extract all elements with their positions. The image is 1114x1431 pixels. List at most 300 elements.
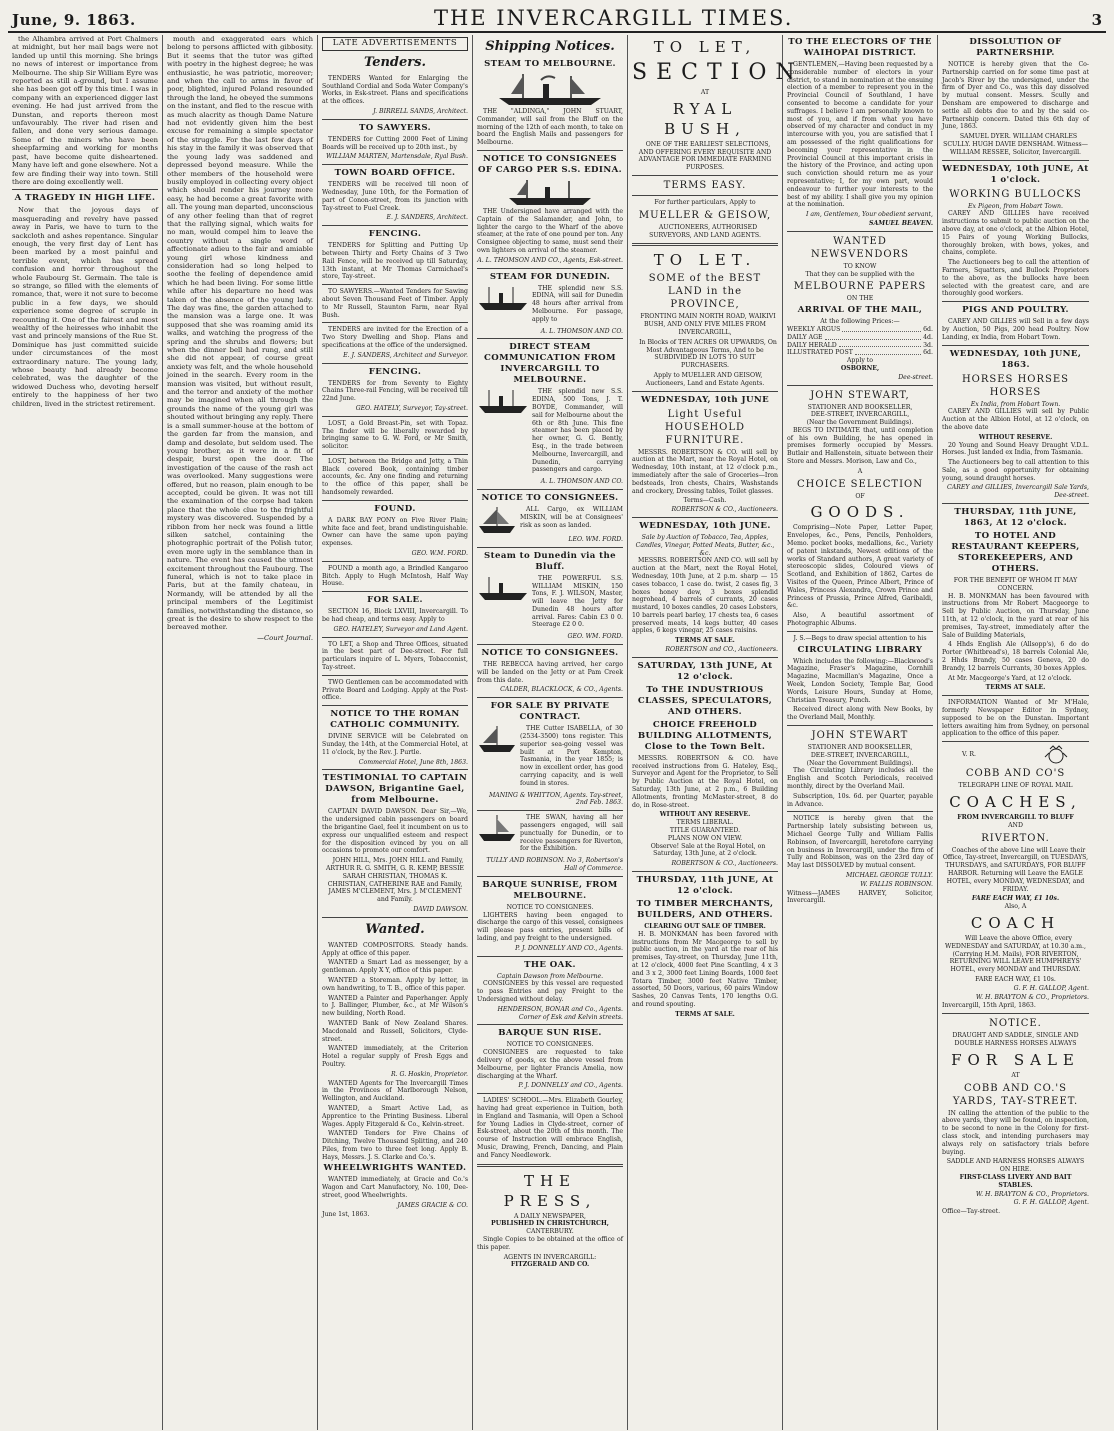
page-number: 3: [1091, 11, 1102, 29]
divider: [322, 416, 468, 417]
begs-to-intimate: BEGS TO INTIMATE that, until completion of his own Building, he has opened in premises formerly occupied by Messrs. Butlair and Hallenstein, situate between their Store and Messrs. Morison, Law and Co.,: [787, 426, 933, 466]
cobb-title: COBB AND CO'S: [965, 768, 1066, 780]
isabella-notice: THE Cutter ISABELLA, of 30 (2534-3500) tons register. This superior sea-going vessel was built at Port Kempton, Tasmania, in the year 1855; is now in excellent order, has good carrying capacity, and is well found in stores.: [520, 725, 623, 787]
swan-signature: TULLY AND ROBINSON. No 3, Robertson's Hall of Commerce.: [486, 857, 623, 873]
stewart-address: DEE-STREET, INVERCARGILL,: [810, 411, 910, 419]
terms-at-sale: TERMS AT SALE.: [675, 637, 735, 645]
terms-easy: TERMS EASY.: [663, 179, 747, 191]
bluff-signature: GEO. WM. FORD.: [567, 633, 623, 641]
tragedy-article: Now that the joyous days of masquerading and revelry have passed away in Paris, we have to turn to the sackcloth and ashes repentance. Singular enough, the very first day of Lent has been marked by a most painful and terrible event, which has spread confusion and horror throughout the whole Faubourg St. Germain. The tale is so strange, so filled with the elements of romance, that, were it not sure to become public in a few days, we should experience some degree of scruple in recounting it. One of the fairest and most wealthy of the heiresses who inhabit the vast and princely mansions of the Rue St. Dominique has just committed suicide under circumstances of the most extraordinary nature. The young lady, whose beauty had already become celebrated, was the daughter of the widowed Duchess who, devoting herself entirely to the happiness of her two children, lived in the strictest retirement.: [12, 206, 158, 408]
royal-arms: [942, 745, 1089, 765]
divider: [632, 657, 778, 658]
testimonial-signatories: JOHN HILL, Mrs. JOHN HILL and Family, ARTHUR R. G. SMITH, G. R. KEMP, BESSIE SARAH CHRISTIAN, THOMAS K. CHRISTIAN, CATHERINE RAE and Family, JAMES M'CLEMENT, Mrs. J. M'CLEMENT and Family.: [325, 857, 465, 904]
divider: [322, 500, 468, 501]
edina-notice: THE Undersigned have arranged with the Captain of the Salamander, and John, to lighter the cargo to the Wharf of the above steamer, at the rate of one pound per ton. Any Consignee objecting to same, must send their own lighters on arrival of the steamer.: [477, 207, 623, 254]
fencing-heading: FENCING.: [368, 229, 422, 240]
osborne-name: OSBORNE,: [840, 364, 880, 372]
divider: [322, 637, 468, 638]
divider: [322, 561, 468, 562]
divider: [322, 454, 468, 455]
divider: [477, 547, 623, 548]
osborne-apply: Apply to: [846, 357, 874, 365]
ship-block: [477, 814, 623, 855]
wednesday-date-2: WEDNESDAY, 10th JUNE, 1863.: [949, 348, 1082, 370]
brayton-signature-2: W. H. BRAYTON & CO., Proprietors.: [975, 1190, 1089, 1198]
wednesday-date: WEDNESDAY, 10th JUNE: [640, 394, 770, 405]
town-board-heading: TOWN BOARD OFFICE.: [334, 168, 456, 179]
sunrise2-signature: P. J. DONNELLY and CO., Agents.: [518, 1082, 623, 1090]
dissolution-heading: DISSOLUTION OF PARTNERSHIP.: [969, 37, 1062, 58]
goods-title: GOODS.: [810, 503, 910, 522]
divider: [322, 591, 468, 592]
dissolution-signatures: SAMUEL DYER. WILLIAM CHARLES SCULLY. HUGH DAVIE DENSHAM. Witness—WILLIAM RESSEE, Solicitor, Invercargill.: [943, 133, 1088, 156]
robertson-signature-2: ROBERTSON and CO., Auctioneers.: [665, 646, 778, 654]
wanted-shares: WANTED Bank of New Zealand Shares. Macdonald and Russell, Solicitors, Clyde-street.: [322, 1019, 468, 1043]
bluff-heading: Steam to Dunedin via the Bluff.: [483, 550, 617, 572]
press-subtitle: A DAILY NEWSPAPER,: [514, 1212, 586, 1220]
divider: [322, 284, 468, 285]
horses-note: The Auctioneers beg to call attention to this Sale, as a good opportunity for obtaining young, sound draught horses.: [942, 459, 1089, 482]
testimonial-text: CAPTAIN DAVID DAWSON. Dear Sir,—We, the undersigned cabin passengers on board the brigantine Gael, feel it incumbent on us to express our unqualified esteem and respect for the disposition evinced by you on all occasions to promote our comfort.: [322, 808, 468, 855]
news-article: the Alhambra arrived at Port Chalmers at midnight, but her mail bags were not landed up until this morning. She brings no news of interest or importance from Melbourne. The ship Sir William Eyre was reported as still a-ground, but I assume she has been got off by this time. I was in company with an experienced digger last evening. He had just arrived from the Dunstan, and reports thereon most unfavourably. The river had risen and fallen, and done very serious damage. Some of the miners who have been sheepfarming and working for months past, have become quite disheartened. Many have left and gone elsewhere. Not a few are finding their way into town. Still there are doing excellently well.: [12, 35, 158, 186]
sunrise-subheading: NOTICE TO CONSIGNEES.: [506, 903, 594, 911]
tender-southland: TENDERS Wanted for Enlarging the Southland Cordial and Soda Water Company's Works, in Esk-street. Plans and specifications at the offices.: [322, 74, 468, 106]
pigs-sale: CAREY AND GILLIES will Sell in a few days by Auction, 50 Pigs, 200 head Poultry. Now Landing, ex India, from Hobart Town.: [942, 318, 1089, 341]
brayton-date: Invercargill, 15th April, 1863.: [942, 1002, 1036, 1010]
divider: [322, 675, 468, 676]
sunrise2-subheading: NOTICE TO CONSIGNEES.: [506, 1041, 594, 1049]
dissolution-notice: NOTICE is hereby given that the Co-Partnership carried on for some time past at Jacob's River by the undersigned, under the firm of Dyer and Co., was this day dissolved by mutual consent. Messrs. Scully and Densham are empowered to discharge and settle all debts due to and by the said co-Partnership concern. Dated this 6th day of June, 1863.: [942, 61, 1089, 131]
sawyers-ad: TENDERS for Cutting 2000 Feet of Lining Boards will be received up to 20th inst., by: [322, 135, 468, 151]
for-sale-title: FOR SALE: [951, 1050, 1080, 1069]
divider: [942, 695, 1089, 696]
coach-route: FROM INVERCARGILL TO BLUFF: [957, 814, 1074, 822]
sailing-ship-icon: [477, 814, 517, 842]
newspaper-title: THE INVERCARGILL TIMES.: [433, 6, 794, 30]
paper-name: DAILY HERALD: [787, 341, 837, 349]
beaven-signature: SAMUEL BEAVEN.: [869, 219, 933, 227]
divider: [787, 385, 933, 386]
edina-heading: NOTICE TO CONSIGNEES OF CARGO PER S.S. EDINA.: [477, 153, 623, 175]
goods-list: Comprising—Note Paper, Letter Paper, Envelopes, &c., Pens, Pencils, Penholders, Memo. pocket books, medallions, &c., Variety of patent inkstands, Newest editions of the works of Standard authors, A great variety of stereoscopic slides, Coloured views of Scotland, and Exhibition of 1862, Cartes de Visites of the Queen, Prince Albert, Prince of Wales, Princess Alexandra, Crown Prince and Princess of Prussia, Prince Alfred, Garibaldi, &c.: [787, 524, 933, 610]
divider: [632, 517, 778, 518]
fare-each-way-2: FARE EACH WAY, £1 10s.: [975, 975, 1056, 983]
mueller-geisow: MUELLER & GEISOW,: [638, 209, 772, 221]
section-title: SECTION: [632, 60, 804, 85]
press-title: THE PRESS,: [503, 1171, 597, 1210]
column-7: [938, 35, 1093, 1430]
divider: [477, 810, 623, 811]
column-4: [473, 35, 628, 1430]
aldinga-notice: THE "ALDINGA," JOHN STUART, Commander, will sail from the Bluff on the morning of the 12th of each month, to take on board the English Mails and passengers for Melbourne.: [477, 108, 623, 147]
ship-block: [477, 506, 623, 534]
divider: [322, 164, 468, 165]
divider: [632, 243, 778, 246]
office-address: Office—Tay-street.: [942, 1208, 1001, 1216]
board-lodging-ad: TWO Gentlemen can be accommodated with Private Board and Lodging. Apply at the Post-office.: [322, 678, 468, 702]
dunedin-notice: THE splendid new S.S. EDINA, will sail for Dunedin 48 hours after arrival from Melbourne. For passage, apply to: [532, 284, 623, 323]
coach-schedule: Will Leave the above Office, every WEDNESDAY and SATURDAY, at 10.30 a.m., (Carrying H.M. Mails), FOR RIVERTON, RETURNING WILL LEAVE HUMPHREYS' HOTEL, every MONDAY and THURSDAY.: [945, 934, 1086, 974]
paper-name: WEEKLY ARGUS: [787, 325, 841, 333]
brayton-signature: W. H. BRAYTON & CO., Proprietors.: [975, 993, 1089, 1001]
column-5: [628, 35, 804, 1430]
ship-block: [477, 725, 623, 789]
divider: [632, 175, 778, 176]
sunrise2-heading: BARQUE SUN RISE.: [498, 1028, 602, 1039]
press-copies: Single Copies to be obtained at the office of this paper.: [477, 1235, 623, 1251]
divider: [942, 160, 1089, 161]
horses-sub: Ex India, from Hobart Town.: [970, 400, 1061, 408]
found-signature: GEO. W.M. FORD.: [411, 550, 468, 558]
direct-steam-signature: A. L. THOMSON AND CO.: [540, 478, 623, 486]
steamship-icon: [505, 178, 595, 206]
plans-on-view: PLANS NOW ON VIEW.: [667, 834, 743, 842]
clearing-sale: CLEARING OUT SALE OF TIMBER.: [644, 923, 766, 931]
steamship-icon: [477, 575, 529, 601]
story-continued: mouth and exaggerated ears which belong to persons afflicted with gibbosity. But it seems that the tutor was gifted with poetry in the highest degree; he was enthusiastic, he was patriotic, moreover; and when the call to arms in favor of poor, blighted, injured Poland resounded through the land, he obeyed the summons on the instant, and fled to the rescue with as much alacrity as though Dame Nature had not evidently given him the best excuse for remaining a simple spectator of the struggle. For the last few days of his stay in the family it was observed that the young lady was saddened and depressed beyond measure. While the other members of the household were busily employed in collecting every object which should render his journey more easy, he had become a great favorite with all. The young man departed, unconscious of any other feeling than that of regret that the rallying signal, which waits for no man, would compel him to leave the country without a single word of affectionate adieu to the fair and amiable young girl whose kindness and consideration had so long helped to soothe the feeling of dependence amid which he had been living. For some little while after his departure no heed was taken of the absence of the young lady. The day was fine, the garden attached to the mansion was a large one. It was supposed that she was roaming amid its walks, and watching the progress of the spring and the shrubs and flowers; but when the dinner bell had rung, and still she did not appear, of course great anxiety was felt, and the whole household joined in the search. Every room in the mansion was visited, but without result, and the terror and anxiety of the mother may be imagined when all through the grounds the name of the young girl was shouted without bringing any reply. There is a small summer-house at the bottom of the garden far from the mansion, and damp and desolate, but seldom used. The young brother, as it were in a fit of despair, burst open the door. The investigation of the cause of the rash act was overlooked. Many suggestions were offered, but no reason, plain enough to be accepted, could be given. It was not till the examination of the corpse had taken place that the whole clue to the frightful mystery was discovered. Suspended by a ribbon from her neck was found a little silken satchel, containing the photographic portrait of the Polish tutor, even more ugly in the semblance than in nature. The event has caused the utmost excitement throughout the Faubourg. The funeral, which is not to take place in Paris, but at the family chateau, in Normandy, will be attended by all the principal members of the Legitimist families, notwithstanding the distance, so great is the desire to show respect to the bereaved mother.: [167, 35, 313, 632]
stationer-label-2: STATIONER AND BOOKSELLER,: [807, 744, 913, 751]
tragedy-heading: A TRAGEDY IN HIGH LIFE.: [14, 193, 156, 204]
town-board-signature: E. J. SANDERS, Architect.: [386, 214, 468, 222]
bullocks-sale: CAREY AND GILLIES have received instructions to submit to public auction on the above day, at one o'clock, at the Albion Hotel, 15 Pairs of young Working Bullocks, thoroughly broken, with bows, yokes, and chains, complete.: [942, 210, 1089, 257]
gallop-signature: G. F. H. GALLOP, Agent.: [1013, 984, 1089, 992]
fencing2-signature: GEO. HATELY, Surveyor, Tay-street.: [355, 404, 468, 412]
ryal-bush-title: RYAL BUSH,: [664, 99, 746, 138]
timber-heading: TO TIMBER MERCHANTS, BUILDERS, AND OTHERS.: [636, 899, 774, 921]
paper-price: 3d.: [923, 341, 933, 349]
partnership-notice: NOTICE is hereby given that the Partnership lately subsisting between us, Michael George Tully and William Fallis Robinson, of Invercargill, heretofore carrying on business in Invercargill, under the firm of Tully and Robinson, was on the 23rd day of May last DISSOLVED by mutual consent.: [787, 815, 933, 870]
lost-book-ad: LOST, between the Bridge and Jetty, a Thin Black covered Book, containing timber accounts, &c. Any one finding and returning to the office of this paper, shall be handsomely rewarded.: [322, 457, 468, 497]
monkman-list: 4 Hhds English Ale (Allsopp's), 6 do do Porter (Whitbread's), 18 barrels Colonial Ale, 2 Hhds Brandy, 50 cases Geneva, 20 do Brandy, 12 barrels Currants, 30 boxes Apples.: [942, 641, 1089, 672]
divider: [787, 631, 933, 632]
direct-steam-heading: DIRECT STEAM COMMUNICATION FROM INVERCARGILL TO MELBOURNE.: [484, 342, 616, 386]
divider: [322, 917, 468, 918]
story-source: —Court Journal.: [257, 633, 313, 642]
stewart-near: (Near the Government Buildings).: [806, 419, 914, 427]
press-agents: FITZGERALD AND CO.: [510, 1261, 590, 1269]
town-board-ad: TENDERS will be received till noon of Wednesday, June 10th, for the Formation of part of Conon-street, from its junction with Tay-street to Fuel Creek.: [322, 181, 468, 212]
divider: [632, 391, 778, 392]
observe-note: Observe! Sale at the Royal Hotel, on Saturday, 13th June, at 2 o'clock.: [650, 842, 766, 858]
divider: [322, 119, 468, 120]
divider: [477, 1164, 623, 1167]
oak-subheading: Captain Dawson from Melbourne.: [496, 972, 604, 980]
hotel-keepers-heading: TO HOTEL AND RESTAURANT KEEPERS, STOREKEEPERS, AND OTHERS.: [951, 531, 1080, 575]
divider: [477, 268, 623, 269]
divider: [477, 1024, 623, 1025]
divider: [477, 876, 623, 877]
found-bitch-ad: FOUND a month ago, a Brindled Kangaroo Bitch. Apply to Hugh McIntosh, Half Way House.: [322, 564, 468, 588]
and-label: AND: [1008, 821, 1023, 829]
wanted-compositors: WANTED COMPOSITORS. Steady hands. Apply at office of this paper.: [322, 941, 468, 957]
paper-price: 6d.: [923, 325, 933, 333]
ship-block: [477, 285, 623, 326]
telegraph-line: TELEGRAPH LINE OF ROYAL MAIL: [958, 782, 1073, 790]
coach-title: COACH: [970, 913, 1061, 932]
divider: [477, 489, 623, 490]
a-label: A: [857, 467, 863, 475]
osborne-street: Dee-street.: [898, 373, 933, 381]
direct-steam-notice: THE splendid new S.S. EDINA, 500 Tons, J. T. BOYDE, Commander, will sail for Melbourne about the 6th or 8th June. This fine steamer has been placed by her owner, G. G. Bently, Esq., in the trade between Melbourne, Invercargill, and Dunedin, carrying passengers and cargo.: [532, 388, 623, 474]
wanted-ditching: WANTED Tenders for Five Chains of Ditching, Twelve Thousand Splitting, and 240 Piles, from two to three feet long. Apply B. Hays, Messrs. J. S. Clarke and Co.'s.: [322, 1130, 468, 1161]
divider: [477, 338, 623, 339]
divider: [477, 1093, 623, 1094]
divider: [942, 503, 1089, 504]
paper-price: 4d.: [923, 333, 933, 341]
prices-label: At the following Prices:—: [820, 318, 900, 326]
dawson-signature: DAVID DAWSON.: [413, 905, 468, 913]
sawyers-heading: TO SAWYERS.: [358, 122, 432, 133]
paper-name: ILLUSTRATED POST: [787, 349, 853, 357]
tender-signature: J. BIRRELL SANDS, Architect.: [373, 107, 468, 115]
divider: [632, 871, 778, 872]
library-subscription: Subscription, 10s. 6d. per Quarter, payable in Advance.: [787, 792, 933, 808]
oak-notice: CONSIGNEES by this vessel are requested to pass Entries and pay Freight to the Undersigned without delay.: [477, 980, 623, 1003]
on-the: ON THE: [846, 295, 874, 303]
steam-melbourne-heading: STEAM TO MELBOURNE.: [484, 59, 616, 69]
coaches-title: COACHES,: [949, 793, 1082, 812]
gallop-signature-2: G. F. H. GALLOP, Agent.: [1013, 1199, 1089, 1207]
electors-address: GENTLEMEN,—Having been requested by a considerable number of electors in your district, to stand in nomination at the ensuing election of a member to represent you in the Provincial Council of Southland, I have consented to become a candidate for your suffrages. I believe I am personally known to most of you, and if from what you have observed of my character and conduct in my intercourse with you, you are satisfied that I am possessed of the right qualifications for becoming your representative in the Provincial Council at this important crisis in the history of the Province, and acting upon such conviction should return me as your representative; I, for my own part, would endeavour to further your interests to the best of my ability. I shall give you my opinion at the nomination.: [787, 61, 933, 209]
found-heading: FOUND.: [374, 503, 416, 514]
divider: [477, 150, 623, 151]
column-6: [783, 35, 938, 1430]
fare-each-way: FARE EACH WAY, £1 10s.: [971, 895, 1060, 903]
wednesday-date-2: WEDNESDAY, 10th JUNE.: [639, 520, 771, 531]
horses-sale: CAREY AND GILLIES will sell by Public Auction at the Albion Hotel, at 12 o'clock, on the above date: [942, 408, 1089, 431]
apply-mueller: Apply to MUELLER AND GEISOW, Auctioneers, Land and Estate Agents.: [645, 371, 765, 387]
divider: [632, 195, 778, 196]
swan-notice: THE SWAN, having all her passengers engaged, will sail punctually for Dunedin, or to receive passengers for Riverton, for the Exhibition.: [520, 814, 623, 853]
circulating-library: CIRCULATING LIBRARY: [797, 644, 923, 655]
wanted-eggs: WANTED immediately, at the Criterion Hotel a regular supply of Fresh Eggs and Poultry.: [322, 1045, 468, 1068]
sunrise-notice: LIGHTERS having been engaged to discharge the cargo of this vessel, consignees will please pass entries, present bills of lading, and pay freight to the undersigned.: [477, 911, 623, 942]
wheelwrights-ad: WANTED immediately, at Gracie and Co.'s Wagon and Cart Manufactory, No. 100, Dee-street, good Wheelwrights.: [322, 1176, 468, 1200]
rebecca-notice: THE REBECCA having arrived, her cargo will be landed on the Jetty or at Pam Creek from this date.: [477, 661, 623, 684]
to-know: TO KNOW: [843, 262, 877, 270]
at-label: AT: [1011, 1071, 1020, 1079]
divider: [322, 705, 468, 706]
divider: [787, 811, 933, 812]
divider: [942, 301, 1089, 302]
john-stewart-2: JOHN STEWART: [811, 730, 909, 741]
price-row: [787, 342, 933, 350]
wanted-messenger: WANTED a Smart Lad as messenger, by a gentleman. Apply X Y, office of this paper.: [322, 959, 468, 975]
sunrise-signature: P. J. DONNELLY AND CO., Agents.: [515, 944, 623, 952]
also-a: Also, A: [1004, 903, 1027, 911]
allotments-sale: MESSRS. ROBERTSON & CO. have received instructions from G. Hateley, Esq., Surveyor and Agent for the Proprietor, to Sell by Public Auction at the Royal Hotel, on Saturday, 13th June, at 2 p.m., 6 Building Allotments, fronting McMaster-street, 8 do do, in Rose-street.: [632, 754, 778, 809]
late-advertisements-heading: LATE ADVERTISEMENTS: [322, 37, 468, 51]
electors-heading: TO THE ELECTORS OF THE WAIHOPAI DISTRICT.: [788, 37, 932, 58]
masthead: [8, 6, 1106, 33]
bullocks-sub: Ex Pigeon, from Hobart Town.: [968, 202, 1063, 210]
paper-name: DAILY AGE: [787, 333, 823, 341]
divider: [787, 231, 933, 232]
information-wanted: INFORMATION Wanted of Mr M'Hale, formerly Newspaper Editor in Sydney, supposed to be on the Dunstan. Important letters awaiting him from Sydney, on personal application to the office of this paper.: [942, 699, 1089, 738]
monkman-note: At Mr. Macgeorge's Yard, at 12 o'clock.: [948, 674, 1072, 682]
at-label: AT: [700, 89, 710, 96]
found-pony-ad: A DARK BAY PONY on Five River Plain; white face and feet, brand undistinguishable. Owner can have the same upon paying expenses.: [322, 516, 468, 548]
robinson-signature: W. FALLIS ROBINSON.: [860, 880, 933, 888]
riverton-title: RIVERTON.: [981, 832, 1050, 844]
divider: [942, 345, 1089, 346]
divider: [322, 363, 468, 364]
choice-allotments-heading: CHOICE FREEHOLD BUILDING ALLOTMENTS, Close to the Town Belt.: [637, 719, 773, 752]
wheelwrights-signature: JAMES GRACIE & CO.: [397, 1201, 468, 1209]
choice-selection: CHOICE SELECTION: [797, 478, 923, 490]
price-row: [787, 334, 933, 342]
fencing2-ad: TENDERS for from Seventy to Eighty Chains Three-rail Fencing, will be received till 22nd June.: [322, 379, 468, 403]
column-3: [318, 35, 473, 1430]
horses-list: 20 Young and Sound Heavy Draught V.D.L. Horses. Just landed ex India, from Tasmania.: [942, 441, 1089, 457]
divider: [942, 741, 1089, 742]
received-note: Received direct along with New Books, by the Overland Mail, Monthly.: [787, 706, 933, 722]
erection-ad: TENDERS are invited for the Erection of a Two Story Dwelling and Shop. Plans and specifications at the office of the undersigned.: [322, 326, 468, 349]
working-bullocks: WORKING BULLOCKS: [949, 188, 1082, 200]
steamship-icon: [477, 285, 529, 311]
household-furniture: Light Useful HOUSEHOLD FURNITURE.: [664, 408, 746, 446]
timber-terms: TERMS AT SALE.: [675, 1010, 735, 1018]
mueller-roles: AUCTIONEERS, AUTHORISED SURVEYORS, AND LAND AGENTS.: [649, 223, 761, 239]
saddle-horses: SADDLE AND HARNESS HORSES ALWAYS ON HIRE.: [946, 1158, 1085, 1174]
tobacco-sale: MESSRS. ROBERTSON AND CO. will sell by auction at the Mart, next the Royal Hotel, Wednesday, 10th June, at 2 p.m. sharp — 15 cases tobacco, 1 case do. twist, 2 cases fig, 3 boxes honey dew, 3 boxes splendid negrohead, 4 barrels of currants, 20 cases mustard, 10 boxes candles, 20 cases Lobsters, 10 barrels pearl barley, 17 chests tea, 6 cases preserved meats, 14 kegs butter, 40 cases apples, 6 kegs vinegar, 25 cases raisins.: [632, 557, 778, 635]
draught-horses: DRAUGHT AND SADDLE, SINGLE AND DOUBLE HARNESS HORSES ALWAYS: [952, 1032, 1079, 1047]
rebecca-signature: CALDER, BLACKLOCK, & CO., Agents.: [500, 686, 623, 694]
dunedin-signature: A. L. THOMSON AND CO.: [540, 327, 623, 335]
oak-signature: HENDERSON, BONAR and Co., Agents. Corner of Esk and Kelvin streets.: [497, 1005, 623, 1021]
to-let-title-2: TO LET.: [653, 251, 757, 270]
sunrise-heading: BARQUE SUNRISE, FROM MELBOURNE.: [482, 879, 618, 901]
title-guaranteed: TITLE GUARANTEED.: [669, 827, 741, 835]
pigs-heading: PIGS AND POULTRY.: [962, 305, 1069, 316]
albums-note: Also, A beautiful assortment of Photographic Albums.: [787, 612, 933, 628]
price-row: [787, 326, 933, 334]
lost-pin-ad: LOST, a Gold Breast-Pin, set with Topaz. The finder will be liberally rewarded by bringing same to G. W. Ford, or Mr Smith, solicitor.: [322, 419, 468, 451]
wheelwrights-heading: WHEELWRIGHTS WANTED.: [323, 1163, 467, 1174]
tenders-heading: Tenders.: [364, 54, 426, 70]
divider: [12, 189, 158, 190]
wanted-heading: Wanted.: [365, 921, 425, 937]
erection-signature: E. J. SANDERS, Architect and Surveyor.: [343, 351, 468, 359]
selection-description: ONE OF THE EARLIEST SELECTIONS, AND OFFERING EVERY REQUISITE AND ADVANTAGE FOR IMMEDIATE FARMING PURPOSES.: [638, 140, 772, 172]
fencing-ad: TENDERS for Splitting and Putting Up between Thirty and Forty Chains of 3 Two Rail Fence, will be received up till Saturday, 13th instant, at Mr Thomas Carmichael's store, Tay-street.: [322, 242, 468, 281]
melbourne-papers: MELBOURNE PAPERS: [793, 281, 927, 293]
oak-heading: THE OAK.: [524, 959, 576, 970]
divider: [322, 769, 468, 770]
library-list: Which includes the following:—Blackwood's Magazine, Fraser's Magazine, Cornhill Magazine, Macmillan's Magazine, Once a Week, London Society, Temple Bar, Good Words, Leisure Hours, Sunday at Home, Christian Treasury, Punch.: [787, 657, 933, 704]
monkman-terms: TERMS AT SALE.: [985, 684, 1046, 692]
coaches-schedule: Coaches of the above Line will Leave their Office, Tay-street, Invercargill, on TUESDAYS, THURSDAYS, and SATURDAYS, FOR BLUFF HARBOR. Returning will Leave the EAGLE HOTEL, every MONDAY, WEDNESDAY, and FRIDAY.: [942, 846, 1089, 893]
horses-title: HORSES HORSES HORSES: [961, 373, 1070, 398]
for-sale-heading: FOR SALE.: [367, 595, 423, 606]
paper-price: 6d.: [923, 349, 933, 357]
sailing-ship-icon: [477, 506, 517, 534]
columns: [8, 35, 1106, 1430]
vr-cipher: V. R.: [962, 751, 976, 759]
edina-signature: A. L. THOMSON AND CO., Agents, Esk-street.: [477, 256, 623, 264]
fronting-text: FRONTING MAIN NORTH ROAD, WAIKIVI BUSH, AND ONLY FIVE MILES FROM INVERCARGILL,: [640, 313, 776, 336]
library-periodicals: The Circulating Library includes all the English and Scotch Periodicals, received monthly, direct by the Overland Mail.: [787, 767, 933, 790]
isabella-signature: MANING & WHITTON, Agents. Tay-street, 2nd Feb. 1863.: [488, 791, 623, 807]
column-2: [163, 35, 318, 1430]
terms-liberal: TERMS LIBERAL.: [676, 819, 734, 827]
robertson-signature: ROBERTSON & CO., Auctioneers.: [671, 506, 778, 514]
of-label: OF: [855, 492, 865, 500]
steamship-icon: [495, 72, 605, 106]
catholic-signature: Commercial Hotel, June 8th, 1863.: [358, 758, 468, 766]
industrious-heading: To THE INDUSTRIOUS CLASSES, SPECULATORS, AND OTHERS.: [637, 684, 773, 717]
cobb-yards: COBB AND CO.'S YARDS, TAY-STREET.: [952, 1082, 1079, 1107]
divider: [322, 322, 468, 323]
notice-title: NOTICE.: [989, 1018, 1042, 1030]
miskin-consignees-heading: NOTICE TO CONSIGNEES.: [481, 492, 619, 503]
to-let-title: TO LET,: [653, 38, 757, 56]
price-list: [787, 326, 933, 357]
horses-signature: CAREY and GILLIES, Invercargill Sale Yards, Dee-street.: [947, 484, 1089, 500]
wheelwrights-date: June 1st, 1863.: [322, 1210, 370, 1218]
bullocks-note: The Auctioneers beg to call the attention of Farmers, Squatters, and Bullock Proprietors to the above, as the bullocks have been selected with the greatest care, and are thoroughly good workers.: [942, 259, 1089, 298]
for-sale-signature: GEO. HATELEY, Surveyor and Land Agent.: [333, 625, 468, 633]
stewart-address-2: DEE-STREET, INVERCARGILL,: [810, 751, 910, 759]
blocks-text: In Blocks of TEN ACRES OR UPWARDS, On Most Advantageous Terms, And to be SUBDIVIDED IN LOTS TO SUIT PURCHASERS.: [639, 338, 777, 370]
royal-crest-icon: [1043, 745, 1069, 765]
wanted-storeman: WANTED a Storeman. Apply by letter, in own handwriting, to T. B., office of this paper.: [322, 976, 468, 992]
shipping-notices-heading: Shipping Notices.: [485, 39, 615, 54]
press-published: PUBLISHED IN CHRISTCHURCH,: [491, 1220, 609, 1228]
sunrise2-notice: CONSIGNEES are requested to take delivery of goods, ex the above vessel from Melbourne, per lighter Francis Amelia, now discharging at the Wharf.: [477, 1049, 623, 1080]
ladies-school-ad: LADIES' SCHOOL.—Mrs. Elizabeth Gourley, having had great experience in Tuition, both in England and Tasmania, will Open a School for Young Ladies in Clyde-street, corner of Esk-street, about the 20th of this month. The course of Instruction will embrace English, Music, Drawing, French, Dancing, and Plain and Fancy Needlework.: [477, 1097, 623, 1159]
arrival-of-mail: ARRIVAL OF THE MAIL,: [797, 305, 923, 316]
wanted-painter: WANTED a Painter and Paperhanger. Apply to J. Ballinger, Plumber, &c., at Mr Wilson's new building, North Road.: [322, 994, 468, 1018]
catholic-heading: NOTICE TO THE ROMAN CATHOLIC COMMUNITY.: [330, 709, 460, 731]
divider: [322, 225, 468, 226]
section-for-sale-ad: SECTION 16, Block LXVIII, Invercargill. To be had cheap, and terms easy. Apply to: [322, 608, 468, 624]
bluff-notice: THE POWERFUL S.S. WILLIAM MISKIN, 150 Tons, F. J. WILSON, Master, will leave the Jetty for Dunedin 48 hours after arrival. Fares: Cabin £3 0 0. Steerage £2 0 0.: [532, 574, 623, 629]
dunedin-heading: STEAM FOR DUNEDIN.: [489, 271, 611, 282]
library-note: J. S.—Begs to draw special attention to his: [793, 634, 927, 642]
wednesday-date: WEDNESDAY, 10th JUNE, At 1 o'clock.: [942, 163, 1089, 185]
ship-block: [477, 388, 623, 476]
horses-without-reserve: WITHOUT RESERVE.: [978, 433, 1053, 441]
newsvendors-heading: WANTED NEWSVENDORS: [810, 235, 910, 260]
without-reserve: WITHOUT ANY RESERVE.: [659, 811, 751, 819]
press-agents-label: AGENTS IN INVERCARGILL:: [503, 1253, 597, 1261]
catholic-notice: DIVINE SERVICE will be Celebrated on Sunday, the 14th, at the Commercial Hotel, at 11 o'clock, by the Rev. J. Purtle.: [322, 733, 468, 756]
yards-text: IN calling the attention of the public to the above yards, they will be found, on inspection, to be second to none in the Colony for first-class stock, and intending purchasers may always rely on satisfactory trials before buying.: [942, 1109, 1089, 1156]
divider: [942, 1013, 1089, 1014]
price-row: [787, 349, 933, 357]
livery-stables: FIRST-CLASS LIVERY AND BAIT STABLES.: [959, 1173, 1072, 1189]
sawyers-signature: WILLIAM MARTEN, Martensdale, Ryal Bush.: [325, 153, 468, 161]
robertson-signature-3: ROBERTSON & CO., Auctioneers.: [671, 860, 778, 868]
furniture-sale: MESSRS. ROBERTSON & CO. will sell by auction at the Mart, near the Royal Hotel, on Wednesday, 10th instant, at 12 o'clock p.m., immediately after the sale of Groceries—Iron bedsteads, Iron chests, Chairs, Washstands and crockery, Dressing tables, Toilet glasses.: [632, 448, 778, 495]
column-1: [8, 35, 163, 1430]
press-canterbury: CANTERBURY.: [526, 1228, 574, 1236]
rebecca-heading: NOTICE TO CONSIGNEES.: [481, 648, 619, 659]
apply-label: For further particulars, Apply to: [654, 198, 756, 206]
wanted-apprentice: WANTED, a Smart Active Lad, as Apprentice to the Printing Business. Liberal Wages. Apply Fitzgerald & Co., Kelvin-street.: [322, 1104, 468, 1128]
thursday-date: THURSDAY, 11th JUNE, At 12 o'clock.: [636, 875, 774, 897]
stationer-label: STATIONER AND BOOKSELLER,: [807, 403, 913, 411]
tully-signature: MICHAEL GEORGE TULLY.: [845, 871, 933, 879]
monkman-sale: H. B. MONKMAN has been favoured with instructions from Mr Robert Macgeorge to Sell by Public Auction, on Thursday, June 11th, at 12 o'clock, in the yard at rear of his premises, Tay-street, immediately after the Sale of Building Materials,: [942, 592, 1089, 639]
shop-to-let-ad: TO LET, a Shop and Three Offices, situated in the best part of Dee-street. For full particulars inquire of L. Myers, Tobacconist, Tay-street.: [322, 640, 468, 672]
miskin-signature: LEO. WM. FORD.: [568, 535, 623, 543]
supplied-text: That they can be supplied with the: [805, 270, 915, 278]
thursday-date: THURSDAY, 11th JUNE, 1863, At 12 o'clock.: [954, 507, 1077, 529]
steamship-icon: [477, 388, 529, 414]
wanted-agents: WANTED Agents for The Invercargill Times in the Provinces of Marlborough Nelson, Wellington, and Auckland.: [322, 1079, 468, 1103]
